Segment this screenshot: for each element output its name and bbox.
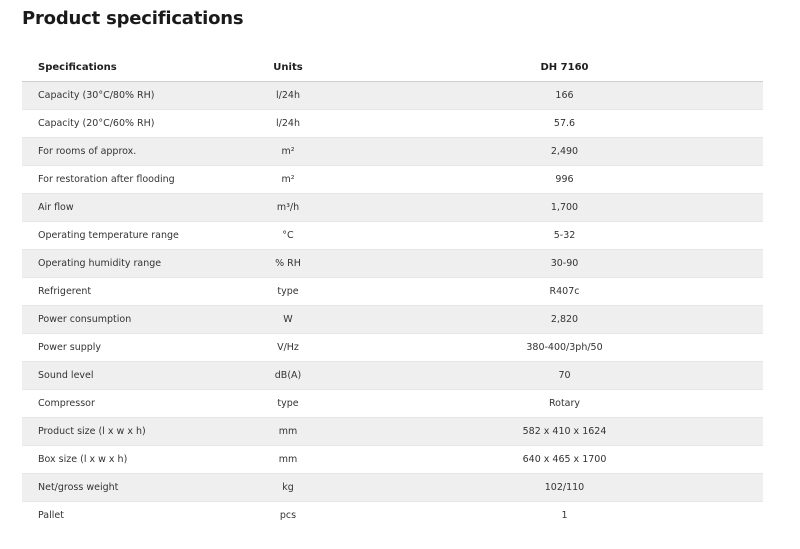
spec-unit: type bbox=[210, 278, 366, 306]
spec-unit: l/24h bbox=[210, 110, 366, 138]
spec-value: 2,820 bbox=[366, 306, 763, 334]
table-row bbox=[22, 390, 763, 418]
specifications-table bbox=[22, 53, 763, 529]
table-row bbox=[22, 418, 763, 446]
spec-unit: m² bbox=[210, 138, 366, 166]
spec-value: 1,700 bbox=[366, 194, 763, 222]
spec-value: 2,490 bbox=[366, 138, 763, 166]
spec-name: Capacity (20°C/60% RH) bbox=[22, 110, 210, 138]
table-header bbox=[22, 53, 763, 82]
table-row bbox=[22, 306, 763, 334]
spec-value: 582 x 410 x 1624 bbox=[366, 418, 763, 446]
spec-value: Rotary bbox=[366, 390, 763, 418]
spec-value: 30-90 bbox=[366, 250, 763, 278]
table-row bbox=[22, 502, 763, 530]
table-row bbox=[22, 110, 763, 138]
spec-value: 1 bbox=[366, 502, 763, 530]
spec-name: For restoration after flooding bbox=[22, 166, 210, 194]
spec-name: Refrigerent bbox=[22, 278, 210, 306]
spec-name: Operating temperature range bbox=[22, 222, 210, 250]
spec-name: Net/gross weight bbox=[22, 474, 210, 502]
spec-value: 996 bbox=[366, 166, 763, 194]
table-row bbox=[22, 222, 763, 250]
spec-unit: °C bbox=[210, 222, 366, 250]
spec-unit: l/24h bbox=[210, 82, 366, 110]
spec-name: Pallet bbox=[22, 502, 210, 530]
spec-name: Box size (l x w x h) bbox=[22, 446, 210, 474]
table-row bbox=[22, 474, 763, 502]
table-row bbox=[22, 194, 763, 222]
spec-value: 166 bbox=[366, 82, 763, 110]
spec-unit: m³/h bbox=[210, 194, 366, 222]
table-body bbox=[22, 82, 763, 530]
table-row bbox=[22, 446, 763, 474]
table-row bbox=[22, 250, 763, 278]
spec-name: Compressor bbox=[22, 390, 210, 418]
spec-value: 640 x 465 x 1700 bbox=[366, 446, 763, 474]
spec-value: 5-32 bbox=[366, 222, 763, 250]
spec-name: Power consumption bbox=[22, 306, 210, 334]
spec-unit: % RH bbox=[210, 250, 366, 278]
spec-name: Air flow bbox=[22, 194, 210, 222]
spec-name: Capacity (30°C/80% RH) bbox=[22, 82, 210, 110]
spec-value: 380-400/3ph/50 bbox=[366, 334, 763, 362]
header-model: DH 7160 bbox=[366, 53, 763, 82]
page-title: Product specifications bbox=[22, 8, 244, 29]
header-row bbox=[22, 53, 763, 82]
spec-name: Product size (l x w x h) bbox=[22, 418, 210, 446]
spec-value: R407c bbox=[366, 278, 763, 306]
spec-unit: kg bbox=[210, 474, 366, 502]
spec-value: 102/110 bbox=[366, 474, 763, 502]
header-specifications: Specifications bbox=[22, 53, 210, 82]
spec-name: Operating humidity range bbox=[22, 250, 210, 278]
table-row bbox=[22, 138, 763, 166]
table-row bbox=[22, 334, 763, 362]
header-units: Units bbox=[210, 53, 366, 82]
spec-name: For rooms of approx. bbox=[22, 138, 210, 166]
spec-unit: V/Hz bbox=[210, 334, 366, 362]
spec-unit: mm bbox=[210, 418, 366, 446]
spec-unit: type bbox=[210, 390, 366, 418]
table-row bbox=[22, 82, 763, 110]
spec-name: Power supply bbox=[22, 334, 210, 362]
table-row bbox=[22, 362, 763, 390]
spec-value: 70 bbox=[366, 362, 763, 390]
spec-unit: pcs bbox=[210, 502, 366, 530]
spec-name: Sound level bbox=[22, 362, 210, 390]
spec-unit: m² bbox=[210, 166, 366, 194]
spec-unit: W bbox=[210, 306, 366, 334]
table-row bbox=[22, 166, 763, 194]
table-row bbox=[22, 278, 763, 306]
spec-unit: dB(A) bbox=[210, 362, 366, 390]
spec-unit: mm bbox=[210, 446, 366, 474]
spec-value: 57.6 bbox=[366, 110, 763, 138]
